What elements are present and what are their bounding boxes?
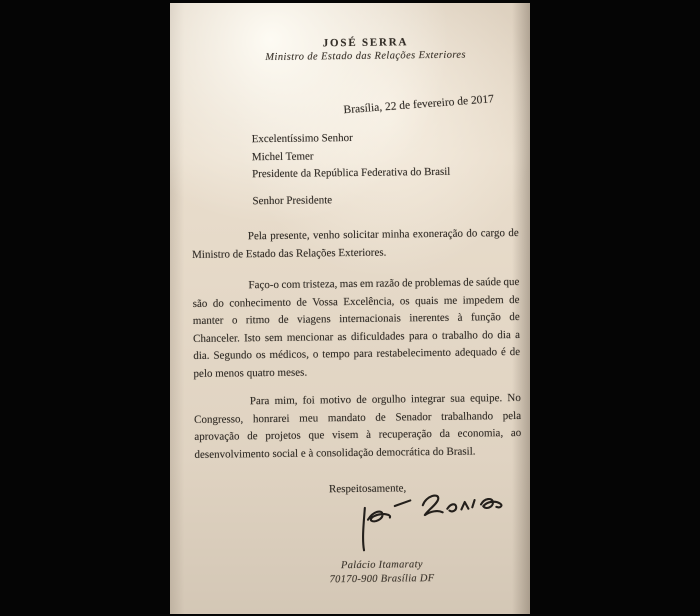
paragraph: [194, 390, 522, 464]
footer-address: [227, 557, 537, 588]
letter-line: Faço-o com tristeza, mas em razão de problemas de saúde que: [248, 275, 520, 292]
letter-line: desenvolvimento social e à consolidação democrática do Brasil.: [194, 445, 476, 461]
letter-line: Ministro de Estado das Relações Exteriores.: [191, 246, 387, 261]
footer-line: Palácio Itamaraty: [340, 559, 423, 572]
letterhead-title: Ministro de Estado das Relações Exteriores: [265, 49, 467, 64]
letter-line: aprovação de projetos que visem à recuperação da economia, ao: [194, 426, 522, 443]
paragraph: [192, 225, 519, 264]
closing: Respeitosamente,: [328, 482, 407, 496]
letter-line: Congresso, honrarei meu mandato de Senador trabalhando pela: [194, 409, 522, 426]
letter-line: manter o ritmo de viagens internacionais inerentes à função de: [192, 310, 520, 327]
recipient-line: Michel Temer: [251, 149, 314, 163]
recipient-line: Presidente da República Federativa do Brasil: [252, 165, 451, 181]
letterhead-name: JOSÉ SERRA: [322, 36, 409, 50]
paragraph: [192, 274, 520, 383]
letter-line: Chanceler. Isto sem mencionar as dificuldades para o trabalho do dia a: [193, 328, 521, 345]
letter-line: são do conhecimento de Vossa Excelência, os quais me impedem de: [192, 293, 520, 310]
letter-line: Pela presente, venho solicitar minha exoneração do cargo de: [247, 226, 519, 243]
salutation: Senhor Presidente: [252, 194, 333, 208]
letterhead: [200, 35, 530, 64]
recipient-block: [252, 129, 451, 184]
footer-line: 70170-900 Brasília DF: [329, 572, 435, 585]
letter-document: [170, 3, 530, 614]
letter-line: Para mim, foi motivo de orgulho integrar sua equipe. No: [249, 391, 521, 408]
letter-line: dia. Segundo os médicos, o tempo para restabelecimento adequado é de: [193, 345, 521, 362]
letter-content: [170, 1, 537, 616]
recipient-line: Excelentíssimo Senhor: [251, 131, 353, 146]
letter-line: pelo menos quatro meses.: [193, 366, 308, 380]
dateline: Brasília, 22 de fevereiro de 2017: [343, 93, 495, 117]
